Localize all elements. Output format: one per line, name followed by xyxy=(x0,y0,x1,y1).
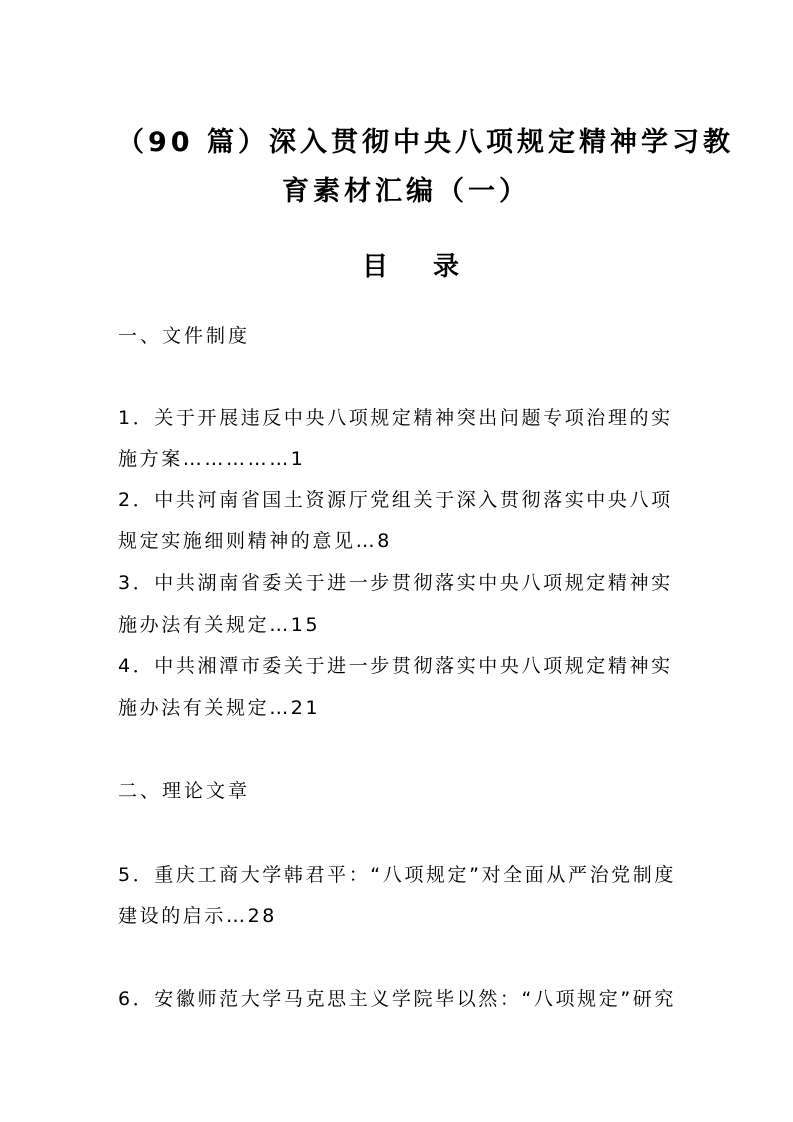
toc-entry-3-line-2: 施办法有关规定…15 xyxy=(118,614,321,636)
toc-entry-1-line-1: 1．关于开展违反中央八项规定精神突出问题专项治理的实 xyxy=(118,407,673,429)
toc-entry-2-line-2: 规定实施细则精神的意见…8 xyxy=(118,530,392,552)
document-title-line-2: 育素材汇编（一） xyxy=(282,176,530,207)
document-title-line-1: （90 篇）深入贯彻中央八项规定精神学习教 xyxy=(117,127,734,158)
toc-entry-4-line-1: 4．中共湘潭市委关于进一步贯彻落实中央八项规定精神实 xyxy=(118,655,673,677)
toc-entry-5-line-2: 建设的启示…28 xyxy=(118,905,277,927)
toc-entry-5-line-1: 5．重庆工商大学韩君平：“八项规定”对全面从严治党制度 xyxy=(118,864,676,886)
toc-entry-4-line-2: 施办法有关规定…21 xyxy=(118,697,321,719)
section-heading-documents: 一、文件制度 xyxy=(118,325,251,347)
toc-entry-6-line-1: 6．安徽师范大学马克思主义学院毕以然：“八项规定”研究 xyxy=(118,988,676,1010)
toc-entry-1-line-2: 施方案……………1 xyxy=(118,448,306,470)
toc-entry-2-line-1: 2．中共河南省国土资源厅党组关于深入贯彻落实中央八项 xyxy=(118,489,673,511)
table-of-contents-heading: 目 录 xyxy=(362,252,478,282)
toc-entry-3-line-1: 3．中共湖南省委关于进一步贯彻落实中央八项规定精神实 xyxy=(118,572,673,594)
section-heading-theory-articles: 二、理论文章 xyxy=(118,780,251,802)
